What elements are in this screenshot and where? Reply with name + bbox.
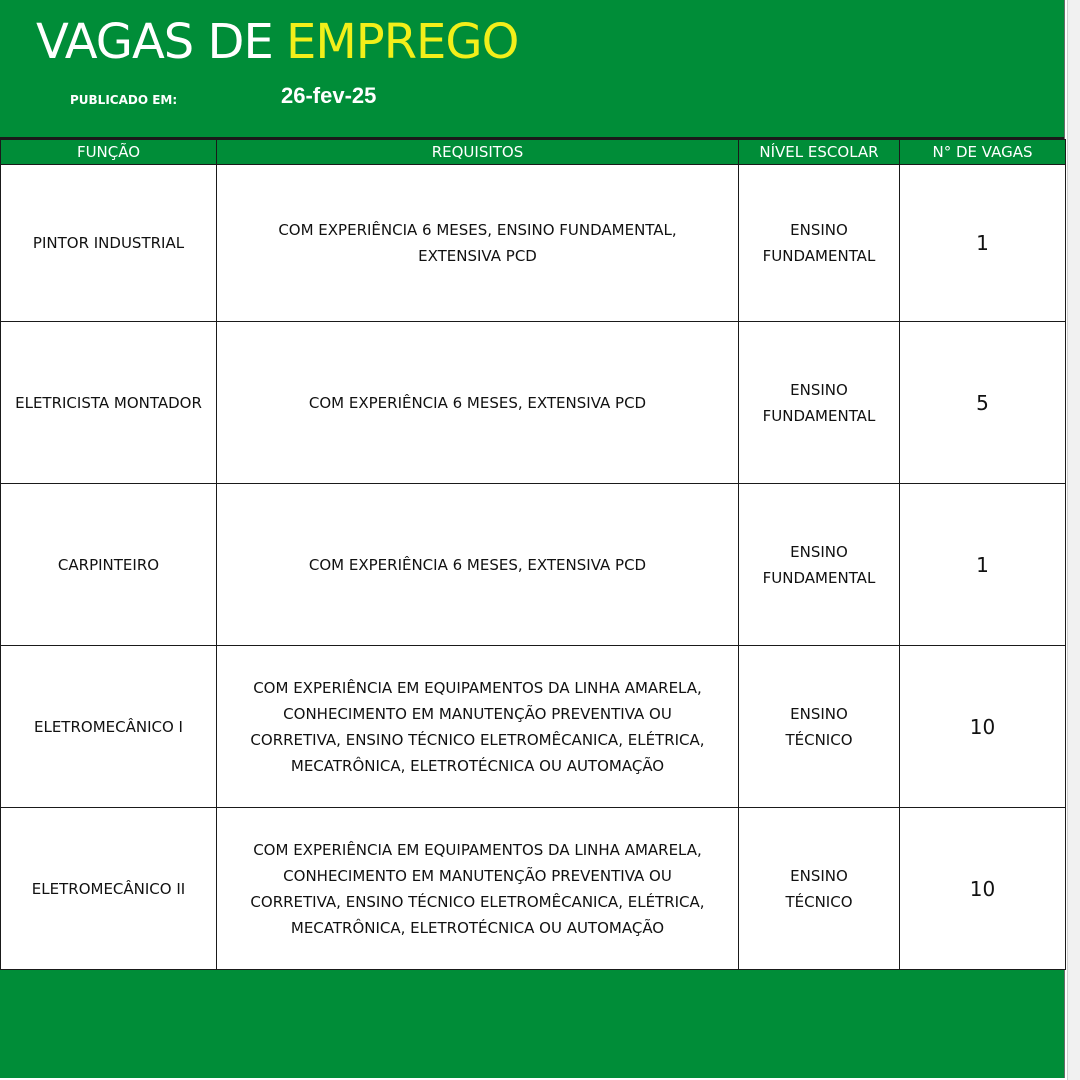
table-row bbox=[1, 322, 1066, 484]
cell-education: ENSINO FUNDAMENTAL bbox=[739, 322, 900, 484]
column-header-funcao: FUNÇÃO bbox=[1, 140, 217, 165]
cell-role: PINTOR INDUSTRIAL bbox=[1, 165, 217, 322]
table-row bbox=[1, 165, 1066, 322]
cell-role: ELETROMECÂNICO II bbox=[1, 808, 217, 970]
cell-vacancies: 5 bbox=[900, 322, 1066, 484]
title-vagas-de: VAGAS DE bbox=[36, 14, 273, 70]
published-label: PUBLICADO EM: bbox=[70, 93, 178, 107]
cell-requirements: COM EXPERIÊNCIA 6 MESES, EXTENSIVA PCD bbox=[217, 484, 739, 646]
table-row bbox=[1, 646, 1066, 808]
column-header-vagas: N° DE VAGAS bbox=[900, 140, 1066, 165]
cell-education: ENSINO FUNDAMENTAL bbox=[739, 165, 900, 322]
title-emprego: EMPREGO bbox=[286, 14, 519, 70]
cell-requirements: COM EXPERIÊNCIA EM EQUIPAMENTOS DA LINHA AMARELA, CONHECIMENTO EM MANUTENÇÃO PREVENTIVA OU CORRETIVA, ENSINO TÉCNICO ELETROMÊCANICA, ELÉTRICA, MECATRÔNICA, ELETROTÉCNICA OU AUTOMAÇÃO bbox=[217, 808, 739, 970]
column-header-nivel-escolar: NÍVEL ESCOLAR bbox=[739, 140, 900, 165]
cell-requirements: COM EXPERIÊNCIA 6 MESES, EXTENSIVA PCD bbox=[217, 322, 739, 484]
table-row bbox=[1, 808, 1066, 970]
cell-vacancies: 10 bbox=[900, 808, 1066, 970]
cell-education: ENSINO FUNDAMENTAL bbox=[739, 484, 900, 646]
footer-banner bbox=[0, 969, 1064, 1078]
cell-education: ENSINO TÉCNICO bbox=[739, 808, 900, 970]
cell-requirements: COM EXPERIÊNCIA 6 MESES, ENSINO FUNDAMENTAL, EXTENSIVA PCD bbox=[217, 165, 739, 322]
cell-vacancies: 10 bbox=[900, 646, 1066, 808]
cell-role: ELETROMECÂNICO I bbox=[1, 646, 217, 808]
published-date: 26-fev-25 bbox=[281, 83, 377, 108]
table-header-row bbox=[1, 140, 1066, 165]
header-banner bbox=[0, 0, 1064, 139]
jobs-table bbox=[0, 139, 1066, 970]
window-edge bbox=[1067, 0, 1080, 1080]
cell-vacancies: 1 bbox=[900, 165, 1066, 322]
cell-requirements: COM EXPERIÊNCIA EM EQUIPAMENTOS DA LINHA AMARELA, CONHECIMENTO EM MANUTENÇÃO PREVENTIVA OU CORRETIVA, ENSINO TÉCNICO ELETROMÊCANICA, ELÉTRICA, MECATRÔNICA, ELETROTÉCNICA OU AUTOMAÇÃO bbox=[217, 646, 739, 808]
cell-role: ELETRICISTA MONTADOR bbox=[1, 322, 217, 484]
cell-role: CARPINTEIRO bbox=[1, 484, 217, 646]
cell-education: ENSINO TÉCNICO bbox=[739, 646, 900, 808]
column-header-requisitos: REQUISITOS bbox=[217, 140, 739, 165]
cell-vacancies: 1 bbox=[900, 484, 1066, 646]
table-row bbox=[1, 484, 1066, 646]
